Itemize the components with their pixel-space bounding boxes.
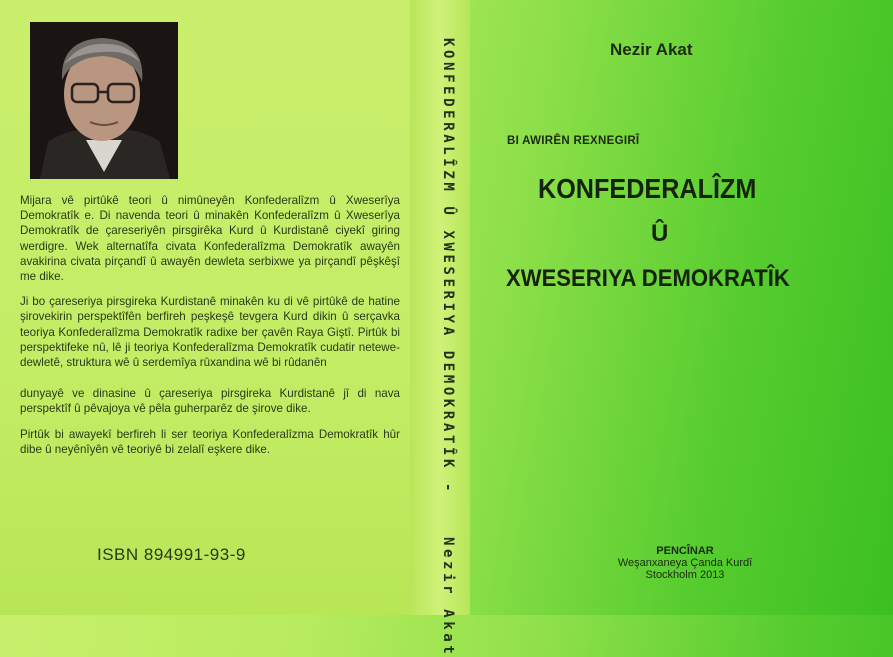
spine-title: KONFEDERALÎZM Û XWESERIYA DEMOKRATÎK - <box>440 38 456 496</box>
author-portrait-drawing <box>30 22 178 179</box>
publisher-house: Weşanxaneya Çanda Kurdî <box>617 557 753 569</box>
spine-author: Nezir Akat <box>440 537 456 657</box>
blurb-paragraph: Ji bo çareseriya pirsgireka Kurdistanê minakên ku di vê pirtûkê de hatine şirovekirin perspektîfên berfireh peşkeşê tevgera Kurd dikin û serçavka teoriya Konfederalîzma Demokratîk radixe ber çavên Raya Giştî. Pirtûk bi perspektifeke nû, lê ji teoriya Konfederalîzma Demokratîk cudatir netewe-dewletê, struktura wê û serdemîya rûxandina wê bi rûdanên <box>20 295 400 370</box>
isbn: ISBN 894991-93-9 <box>97 545 246 564</box>
book-title-line-1: KONFEDERALÎZM <box>538 173 757 204</box>
series-label: BI AWIRÊN REXNEGIRÎ <box>507 135 640 147</box>
blurb-paragraph: Pirtûk bi awayekî berfireh li ser teoriya Konfederalîzma Demokratîk hûr dibe û neyênîyên vê teoriyê bi zelalî eşkere dike. <box>20 427 400 456</box>
book-title-line-3: XWESERIYA DEMOKRATÎK <box>506 265 790 292</box>
back-cover-blurb <box>20 193 400 467</box>
book-title-line-2: Û <box>651 220 669 247</box>
spine-text <box>440 38 456 657</box>
front-cover-author: Nezir Akat <box>610 40 693 59</box>
publisher-block <box>590 545 780 581</box>
publisher-name: PENCÎNAR <box>656 545 714 557</box>
blurb-paragraph: dunyayê ve dinasine û çareseriya pirsgireka Kurdistanê jî di nava perspektîf û pêvajoya vê pêla guherparêz de şirove dike. <box>20 387 400 416</box>
author-photo <box>30 22 178 179</box>
publisher-place-year: Stockholm 2013 <box>645 569 725 581</box>
blurb-paragraph: Mijara vê pirtûkê teori û nimûneyên Konfederalîzm û Xweserîya Demokratîk e. Di navenda teori û minakên Konfederalîzm û Xweserîya Demokratîk de çareseriyên pirsgirêka Kurd û Kurdistanê ciyekî giring werdigre. Wek alternatîfa civata Konfederalîzma Demokratîk awayên avakirina civata pirçandî û awayên dewleta serbixwe ya pirçandî pêşkêşî me dike. <box>20 194 400 284</box>
